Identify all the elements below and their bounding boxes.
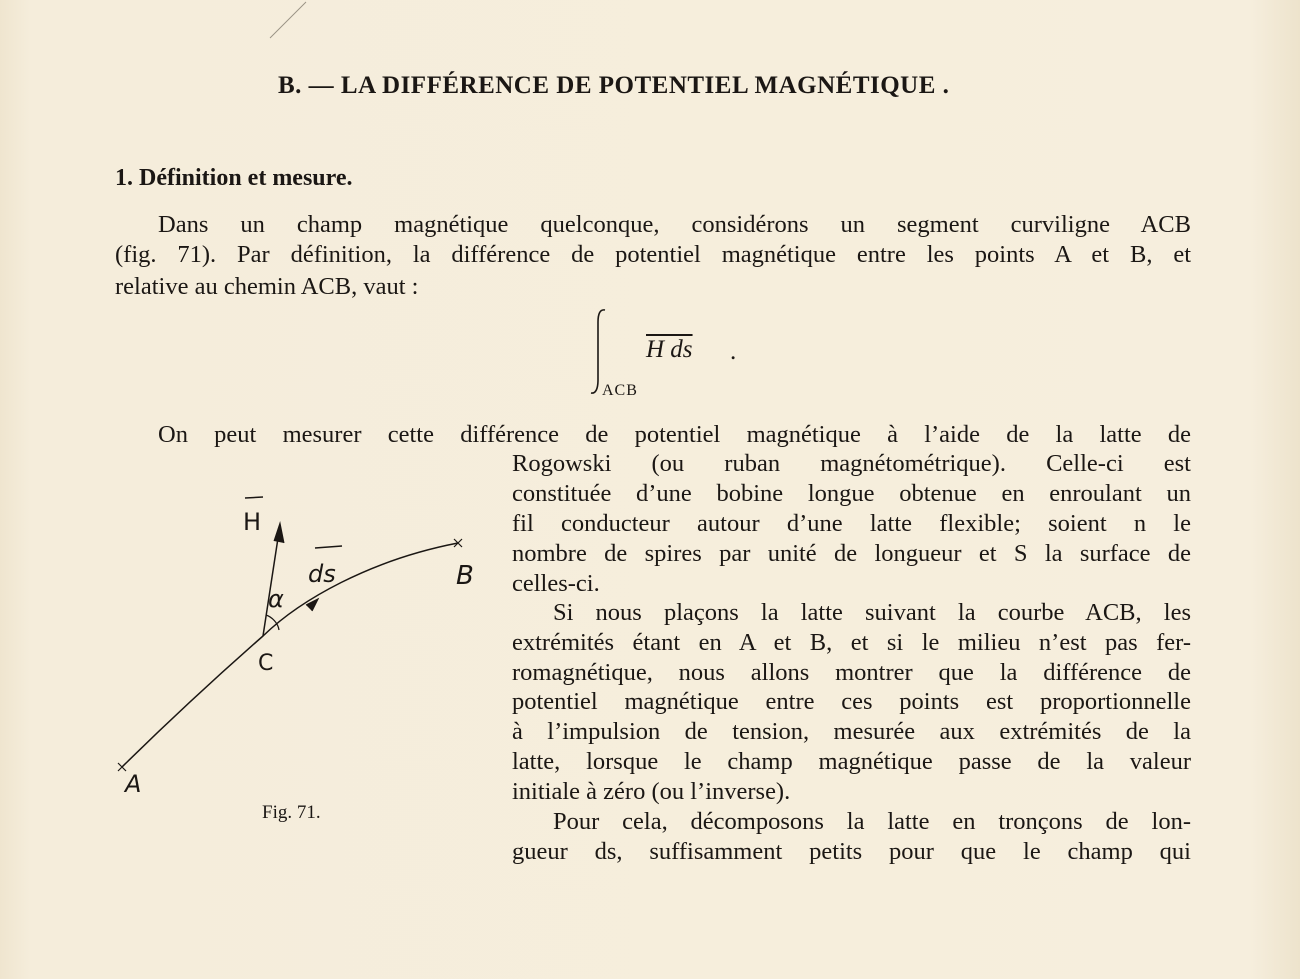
curve-acb: [122, 543, 458, 767]
subsection-title: 1. Définition et mesure.: [115, 165, 353, 191]
paragraph-line: Dans un champ magnétique quelconque, considérons un segment curviligne ACB: [158, 211, 1191, 238]
integrand-text: H ds: [646, 336, 693, 363]
figure-caption: Fig. 71.: [262, 802, 321, 823]
formula-period: .: [730, 338, 737, 365]
label-a: A: [125, 770, 142, 798]
paragraph-line: gueur ds, suffisamment petits pour que le champ qui: [512, 838, 1191, 865]
paragraph-line: Si nous plaçons la latte suivant la courbe ACB, les: [553, 599, 1191, 626]
paragraph-line: romagnétique, nous allons montrer que la différence de: [512, 659, 1191, 686]
paragraph-line: relative au chemin ACB, vaut :: [115, 273, 419, 300]
paragraph-line: à l’impulsion de tension, mesurée aux extrémités de la: [512, 718, 1191, 745]
label-ds: ds: [308, 560, 336, 588]
paragraph-line: potentiel magnétique entre ces points est proportionnelle: [512, 688, 1191, 715]
paragraph-line: Pour cela, décomposons la latte en tronçons de lon-: [553, 808, 1191, 835]
paragraph-line: fil conducteur autour d’une latte flexible; soient n le: [512, 510, 1191, 537]
integral-formula: [588, 306, 758, 406]
paragraph-line: celles-ci.: [512, 570, 600, 597]
paragraph-line: latte, lorsque le champ magnétique passe de la valeur: [512, 748, 1191, 775]
label-c: C: [258, 651, 274, 676]
stray-pencil-line: [262, 0, 308, 40]
paragraph-line: extrémités étant en A et B, et si le milieu n’est pas fer-: [512, 629, 1191, 656]
paragraph-line: constituée d’une bobine longue obtenue en enroulant un: [512, 480, 1191, 507]
label-h: H: [243, 508, 262, 536]
paragraph-line: Rogowski (ou ruban magnétométrique). Celle-ci est: [512, 450, 1191, 477]
paragraph-line: nombre de spires par unité de longueur et S la surface de: [512, 540, 1191, 567]
h-arrowhead: [274, 523, 284, 543]
paragraph-line: On peut mesurer cette différence de potentiel magnétique à l’aide de la latte de: [158, 421, 1191, 448]
integral-subscript: ACB: [602, 382, 638, 399]
integrand: [646, 336, 693, 364]
paragraph-line: initiale à zéro (ou l’inverse).: [512, 778, 791, 805]
section-title: B. — LA DIFFÉRENCE DE POTENTIEL MAGNÉTIQUE .: [278, 72, 950, 99]
paragraph-line: (fig. 71). Par définition, la différence de potentiel magnétique entre les points A et B, et: [115, 241, 1191, 268]
label-alpha: α: [268, 585, 284, 613]
figure-71: [100, 485, 500, 805]
label-b: B: [456, 561, 474, 591]
h-overbar: [245, 497, 263, 498]
ds-overbar: [315, 546, 342, 548]
